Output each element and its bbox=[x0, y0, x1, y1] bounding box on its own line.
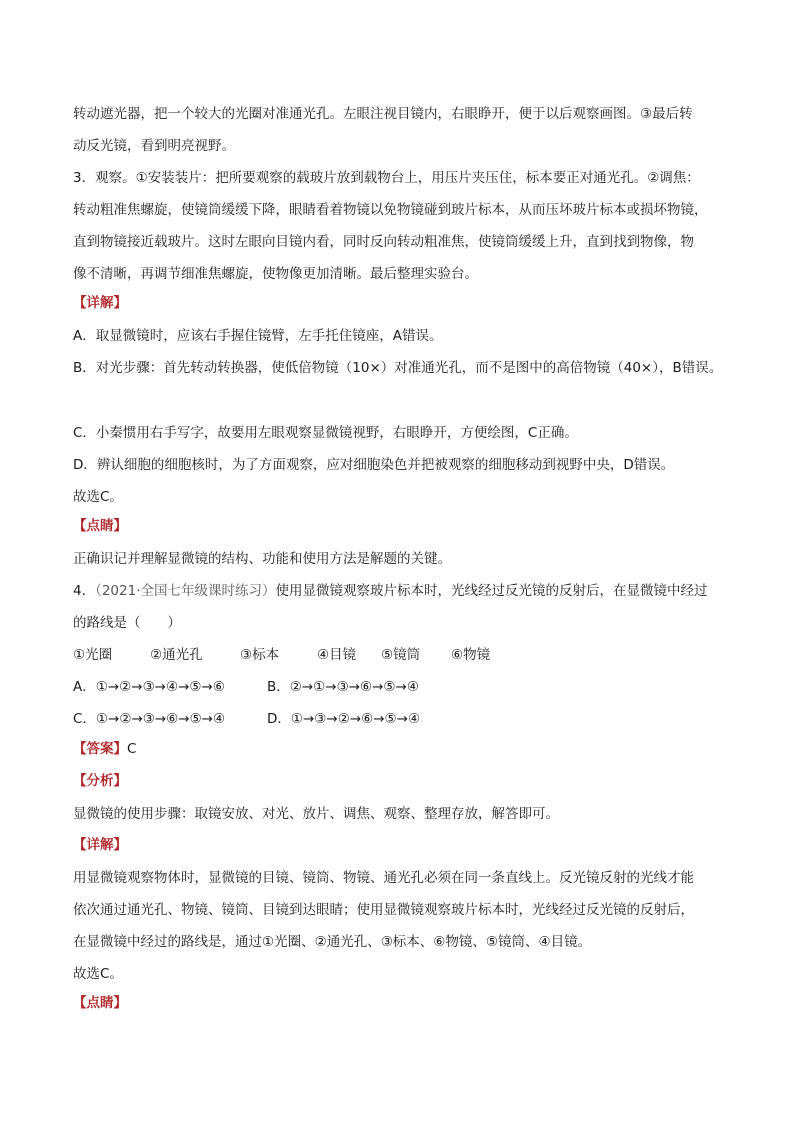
text-line: 的路线是（ ） bbox=[73, 615, 181, 631]
text-line: B．对光步骤：首先转动转换器，使低倍物镜（10×）对准通光孔，而不是图中的高倍物镜（40×），B错误。 bbox=[73, 360, 723, 376]
section-heading-comment: 【点睛】 bbox=[73, 995, 127, 1011]
choice-row bbox=[73, 711, 420, 727]
item: ④目镜 bbox=[317, 647, 357, 663]
item: ②通光孔 bbox=[150, 647, 203, 663]
text-line: 动反光镜，看到明亮视野。 bbox=[73, 138, 235, 154]
choice-d: D．①→③→②→⑥→⑤→④ bbox=[267, 711, 421, 727]
item: ⑥物镜 bbox=[451, 647, 491, 663]
section-heading-answer: 【答案】 bbox=[73, 741, 127, 757]
text-line: 在显微镜中经过的路线是，通过①光圈、②通光孔、③标本、⑥物镜、⑤镜筒、④目镜。 bbox=[73, 934, 592, 950]
question-source: （2021·全国七年级课时练习） bbox=[95, 583, 276, 599]
text-line: 显微镜的使用步骤：取镜安放、对光、放片、调焦、观察、整理存放，解答即可。 bbox=[73, 806, 559, 822]
text-line: C．小秦惯用右手写字，故要用左眼观察显微镜视野，右眼睁开，方便绘图，C正确。 bbox=[73, 425, 578, 441]
text-line: 依次通过通光孔、物镜、镜筒、目镜到达眼睛；使用显微镜观察玻片标本时，光线经过反光镜的反射后， bbox=[73, 902, 694, 918]
text-line: D．辨认细胞的细胞核时，为了方面观察，应对细胞染色并把被观察的细胞移动到视野中央，D错误。 bbox=[73, 457, 675, 473]
item: ①光圈 bbox=[73, 647, 113, 663]
text-line: 用显微镜观察物体时，显微镜的目镜、镜筒、物镜、通光孔必须在同一条直线上。反光镜反射的光线才能 bbox=[73, 870, 694, 886]
section-heading-detail: 【详解】 bbox=[73, 295, 127, 311]
text-line: 像不清晰，再调节细准焦螺旋，使物像更加清晰。最后整理实验台。 bbox=[73, 266, 478, 282]
text-line: 正确识记并理解显微镜的结构、功能和使用方法是解题的关键。 bbox=[73, 551, 451, 567]
section-heading-detail: 【详解】 bbox=[73, 837, 127, 853]
choice-a: A．①→②→③→④→⑤→⑥ bbox=[73, 679, 225, 695]
text-line: A．取显微镜时，应该右手握住镜臂，左手托住镜座，A错误。 bbox=[73, 328, 443, 344]
choice-b: B．②→①→③→⑥→⑤→④ bbox=[267, 679, 419, 695]
section-heading-analysis: 【分析】 bbox=[73, 773, 127, 789]
item: ③标本 bbox=[240, 647, 280, 663]
text-line: 直到物镜接近载玻片。这时左眼向目镜内看，同时反向转动粗准焦，使镜筒缓缓上升，直到找到物像，物 bbox=[73, 234, 694, 250]
answer-value: C bbox=[127, 741, 137, 757]
item: ⑤镜筒 bbox=[381, 647, 421, 663]
text-line: 3．观察。①安装装片：把所要观察的载玻片放到载物台上，用压片夹压住，标本要正对通光孔。②调焦： bbox=[73, 170, 700, 186]
text-line: 故选C。 bbox=[73, 489, 123, 505]
item-list bbox=[73, 647, 490, 663]
question-text: 使用显微镜观察玻片标本时，光线经过反光镜的反射后，在显微镜中经过 bbox=[275, 583, 708, 599]
text-line: 转动遮光器，把一个较大的光圈对准通光孔。左眼注视目镜内，右眼睁开，便于以后观察画图。③最后转 bbox=[73, 106, 693, 122]
question-4-line bbox=[73, 583, 708, 599]
text-line: 转动粗准焦螺旋，使镜筒缓缓下降，眼睛看着物镜以免物镜碰到玻片标本，从而压坏玻片标本或损坏物镜， bbox=[73, 202, 708, 218]
choice-c: C．①→②→③→⑥→⑤→④ bbox=[73, 711, 226, 727]
section-heading-comment: 【点睛】 bbox=[73, 518, 127, 534]
question-number: 4． bbox=[73, 583, 96, 599]
answer-line bbox=[73, 741, 136, 757]
text-line: 故选C。 bbox=[73, 966, 123, 982]
choice-row bbox=[73, 679, 419, 695]
